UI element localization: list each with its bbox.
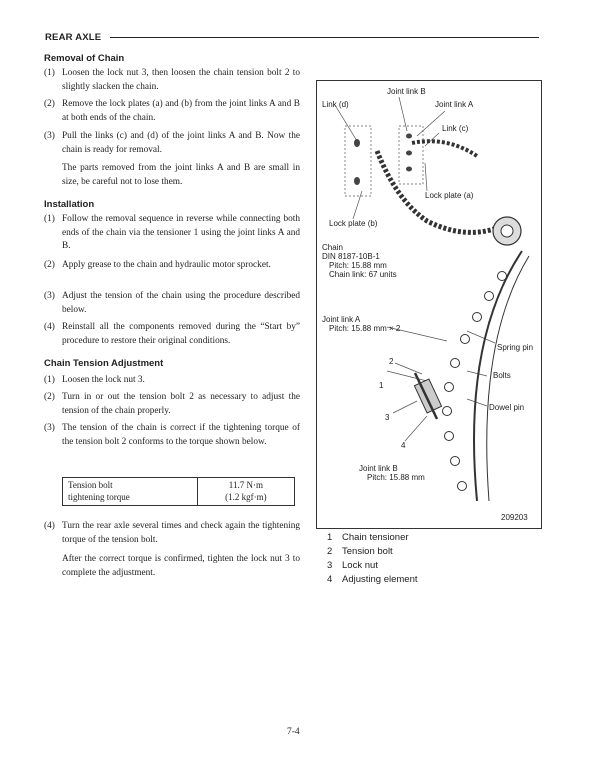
step-number: (3) [44,291,55,301]
roller [443,407,452,416]
leader-line [387,371,427,381]
label-pitch-2: Pitch: 15.88 mm × 2 [329,324,401,333]
step-text: Follow the removal sequence in reverse while connecting both ends of the chain via the tensioner 1 using the joint links A and B. [62,214,300,252]
label-dowel-pin: Dowel pin [489,403,525,412]
leader-line [417,111,445,136]
pin-part [406,151,412,156]
torque-label-cell [63,478,198,506]
leader-line [467,371,487,376]
roller [473,313,482,322]
leader-line [405,416,427,441]
removal-heading: Removal of Chain [44,53,125,64]
chain-illustration [317,81,541,528]
removal-step-3 [44,130,300,157]
torque-label-line: Tension bolt [68,480,113,490]
pin-part [406,134,412,139]
legend-number: 2 [327,546,333,557]
step-number: (2) [44,260,55,270]
label-number-3: 3 [385,413,390,422]
header-rule [110,37,539,38]
step-text: Remove the lock plates (a) and (b) from the joint links A and B at both ends of the chain. [62,99,300,123]
label-chain: Chain [322,243,343,252]
leader-line [335,105,357,141]
step-text: The tension of the chain is correct if the tightening torque of the tension bolt 2 conforms to the torque shown below. [62,423,300,447]
step-number: (4) [44,322,55,332]
legend-item-3 [327,560,378,571]
roller [451,457,460,466]
step-text: Turn in or out the tension bolt 2 as necessary to adjust the tension of the chain properly. [62,392,300,416]
roller [461,335,470,344]
installation-step-3 [44,290,300,317]
step-number: (3) [44,131,55,141]
tension-step-2 [44,391,300,418]
legend-label: Adjusting element [342,574,418,585]
step-number: (1) [44,214,55,224]
label-number-1: 1 [379,381,384,390]
installation-heading: Installation [44,199,95,210]
torque-value-nm: 11.7 N·m [228,480,263,490]
roller [445,383,454,392]
step-text: Turn the rear axle several times and check again the tightening torque of the tension bolt. [62,521,300,545]
legend-number: 4 [327,574,333,585]
label-chain-link: Chain link: 67 units [329,270,397,279]
chain-loose-end [412,141,477,156]
legend-number: 1 [327,532,333,543]
step-number: (2) [44,392,55,402]
roller [445,432,454,441]
section-header: REAR AXLE [45,32,102,43]
leader-line [467,399,487,406]
legend-number: 3 [327,560,333,571]
leader-line [395,363,422,374]
installation-step-4 [44,321,300,348]
legend-item-4 [327,574,418,585]
label-pitch-1: Pitch: 15.88 mm [329,261,387,270]
sprocket-hub [501,225,513,237]
step-text: Pull the links (c) and (d) of the joint links A and B. Now the chain is ready for removal. [62,131,300,155]
label-din: DIN 8187-10B-1 [322,252,380,261]
step-text: Apply grease to the chain and hydraulic motor sprocket. [62,260,271,270]
leader-line [425,163,427,191]
removal-note: The parts removed from the joint links A and B are small in size, be careful not to lose them. [62,163,300,187]
link-d-box [345,126,371,196]
tension-step-4 [44,520,300,547]
tension-note: After the correct torque is confirmed, tighten the lock nut 3 to complete the adjustment. [62,554,300,578]
roller [498,272,507,281]
tension-step-3 [44,422,300,449]
label-joint-link-b-top: Joint link B [387,87,426,96]
label-lock-plate-a: Lock plate (a) [425,191,474,200]
removal-step-1 [44,67,300,94]
pin-part [354,177,360,185]
installation-step-2 [44,259,300,273]
small-parts [354,134,412,186]
pin-part [354,139,360,147]
label-link-c: Link (c) [442,124,469,133]
legend-item-1 [327,532,409,543]
torque-label-line: tightening torque [68,491,130,502]
step-number: (2) [44,99,55,109]
tension-heading: Chain Tension Adjustment [44,358,164,369]
label-number-2: 2 [389,357,394,366]
pin-part [406,167,412,172]
label-pitch-3: Pitch: 15.88 mm [367,473,425,482]
chain-tensioner [414,373,441,419]
label-joint-link-a-top: Joint link A [435,100,474,109]
step-number: (4) [44,521,55,531]
tensioner-body [414,379,441,413]
figure-id: 209203 [501,513,528,522]
leader-line [353,191,362,219]
leader-line [467,331,495,343]
label-spring-pin: Spring pin [497,343,534,352]
step-text: Adjust the tension of the chain using the procedure described below. [62,291,300,315]
legend-label: Lock nut [342,560,378,571]
step-number: (1) [44,68,55,78]
label-joint-link-b-bottom: Joint link B [359,464,398,473]
installation-step-1 [44,213,300,254]
page-number: 7-4 [287,727,300,737]
step-text: Loosen the lock nut 3, then loosen the chain tension bolt 2 to slightly slacken the chain. [62,68,300,92]
roller [451,359,460,368]
step-text: Reinstall all the components removed during the “Start by” procedure to restore their original conditions. [62,322,300,346]
tension-step-1 [44,374,300,388]
leader-line [393,401,417,413]
step-text: Loosen the lock nut 3. [62,375,145,385]
label-lock-plate-b: Lock plate (b) [329,219,378,228]
label-link-d: Link (d) [322,100,349,109]
legend-label: Tension bolt [342,546,393,557]
chain-figure [316,80,542,529]
roller [458,482,467,491]
label-bolts: Bolts [493,371,511,380]
legend-label: Chain tensioner [342,532,409,543]
label-number-4: 4 [401,441,406,450]
torque-table [62,477,295,506]
label-joint-link-a-mid: Joint link A [322,315,361,324]
torque-value-cell [197,478,294,506]
legend-item-2 [327,546,393,557]
roller [485,292,494,301]
table-row [63,478,295,506]
step-number: (3) [44,423,55,433]
removal-step-2 [44,98,300,125]
torque-value-kgfm: (1.2 kgf·m) [225,491,267,502]
step-number: (1) [44,375,55,385]
